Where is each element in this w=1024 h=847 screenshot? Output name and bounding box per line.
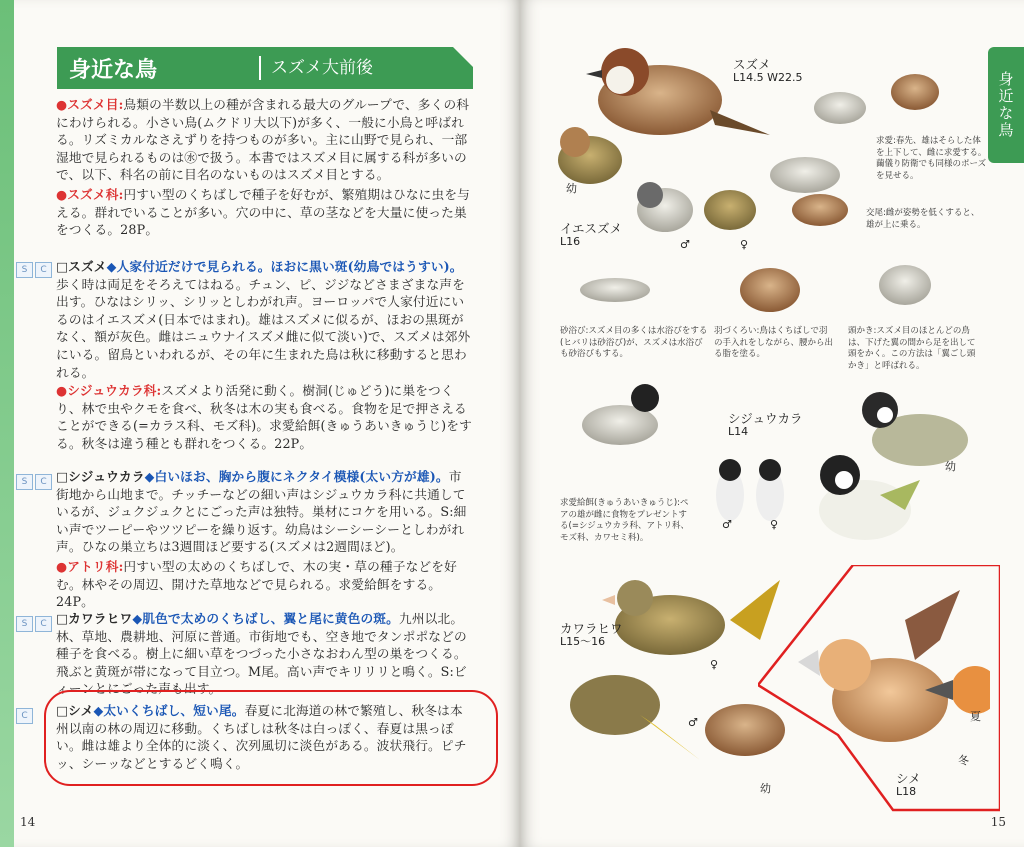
greenfinch-male-illustration — [570, 675, 700, 760]
species-name: □シジュウカラ — [56, 469, 145, 484]
key-features: ◆太いくちばし、短い尾。 — [93, 703, 245, 718]
label-winter: 冬 — [958, 754, 969, 767]
entry-text: 円すい型のくちばしで種子を好むが、繁殖期はひなに虫を与える。群れでいることが多い。穴の中に、草の茎などを大量に使った巣をつくる。28P。 — [56, 187, 471, 238]
badge-summer: S — [16, 474, 33, 490]
great-tit-adult-illustration — [819, 455, 920, 540]
preening-illustration — [740, 268, 800, 312]
entry-heading: ●スズメ科: — [56, 187, 124, 202]
entry-text: 九州以北。林、草地、農耕地、河原に普通。市街地でも、空き地でタンポポなどの種子を食べる。樹上に細い草をつづった小さなおわん型の巣をつくる。飛ぶと黄斑が帯になって目立つ。M尾。高い声でキリリリと鳴く。S:ビィーンとにごった声も出す。 — [56, 611, 467, 697]
key-features: ◆白いほお、胸から腹にネクタイ模様(太い方が雄)。 — [144, 469, 449, 484]
sparrow-juvenile-illustration — [558, 127, 622, 184]
note-courtship-feeding: 求愛給餌(きゅうあいきゅうじ):ペアの雄が雌に食物をプレゼントする(=シジュウカラ科、アトリ科、モズ科、カワセミ科)。 — [560, 498, 690, 543]
label-great-tit — [728, 412, 802, 438]
entry-text: 市街地から山地まで。チッチーなどの細い声はシジュウカラ科に共通しているが、ジュクジュクとにごった声は独特。巣材にコケを用いる。S:細い声でツーピーやツツピーを繰り返す。幼鳥はシーシーシーとしわがれ声。ひなの巣立ちは3週間ほど要する(スズメは2週間ほど)。 — [56, 469, 467, 555]
label-juvenile: 幼 — [945, 460, 956, 473]
label-female: ♀ — [770, 518, 779, 531]
label-male: ♂ — [688, 716, 698, 729]
page-number-left: 14 — [20, 815, 36, 829]
header-corner-cut — [453, 47, 473, 67]
section-side-tab: 身近な鳥 — [988, 47, 1024, 163]
great-tit-feeding-illustration — [582, 384, 659, 445]
label-sparrow — [733, 58, 803, 84]
sandbath-illustration — [580, 278, 650, 302]
species-size: L16 — [560, 235, 581, 248]
entry-text: スズメより活発に動く。樹洞(じゅどう)に巣をつくり、林で虫やクモを食べ、秋冬は木の実も食べる。食物を足で押さえることができる(=カラス科、モズ科)。求愛給餌(きゅうあいきゅうじ)をする。秋冬は違う種とも群れをつくる。22P。 — [56, 383, 472, 451]
label-juvenile: 幼 — [566, 182, 577, 195]
sparrow-flock-illustration — [814, 74, 939, 124]
label-male: ♂ — [680, 238, 690, 251]
entry-species-sparrow — [56, 258, 474, 381]
entry-heading: ●アトリ科: — [56, 559, 124, 574]
entry-family-tits — [56, 382, 474, 452]
species-name: □シメ — [56, 703, 94, 718]
entry-heading: ●シジュウカラ科: — [56, 383, 162, 398]
note-courtship: 求愛:春先、雄はそらした体を上下して、雌に求愛する。繭儀り防衛でも同様のポーズを見せる。 — [876, 136, 987, 181]
label-female: ♀ — [740, 238, 749, 251]
label-hawfinch — [896, 772, 921, 798]
entry-order-passeriformes — [56, 96, 474, 184]
species-name: □カワラヒワ — [56, 611, 133, 626]
head-scratching-illustration — [879, 265, 931, 305]
species-name: シジュウカラ — [728, 411, 803, 426]
entry-text: 春夏に北海道の林で繁殖し、秋冬は本州以南の林の周辺に移動。くちばしは秋冬は白っぽく、春夏は黒っぽい。雌は雄より全体的に淡く、次列風切に淡色がある。波状飛行。ピチッ、シーッなどとするどく鳴く。 — [56, 703, 467, 771]
badge-summer: S — [16, 616, 33, 632]
house-sparrow-illustration — [637, 182, 756, 232]
note-mating: 交尾:雌が姿勢を低くすると、雄が上に乗る。 — [866, 208, 980, 230]
badge-winter: C — [16, 708, 33, 724]
section-title: 身近な鳥 — [69, 57, 158, 83]
species-name: シメ — [896, 771, 921, 786]
entry-species-great-tit — [56, 468, 474, 556]
season-badges — [16, 616, 52, 632]
section-subtitle: スズメ大前後 — [259, 56, 373, 80]
note-sandbath: 砂浴び:スズメ目の多くは水浴びをする(ヒバリは砂浴び)が、スズメは水浴びも砂浴びもする。 — [560, 326, 708, 359]
sparrow-courtship-illustration — [770, 157, 848, 226]
entry-text: 歩く時は両足をそろえてはねる。チュン、ピ、ジジなどさまざまな声を出す。ひなはシリッ、シリッとしわがれ声。ヨーロッパで人家付近にいるのはイエスズメ(日本ではまれ)。雄はスズメに似るが、ほおの黒斑がなく、額が灰色。雌はニュウナイスズメ雌に似て淡い)で、スズメは郊外にいる。留鳥といわれるが、その年に生まれた鳥は秋に移動すると思われる。 — [56, 276, 471, 380]
species-size: L18 — [896, 785, 917, 798]
entry-text: 鳥類の半数以上の種が含まれる最大のグループで、多くの科にわけられる。小さい鳥(ムクドリ大以下)が多く、一般に小鳥と呼ばれる。リズミカルなさえずりを持つものが多い。主に山野で見られ、一部湿地で見られるものは㊌で扱う。本書ではスズメ目に属する科が多いので、以下、科名の前に目名のないものはスズメ目とする。 — [56, 97, 470, 183]
species-name: □スズメ — [56, 259, 107, 274]
great-tit-pair-illustration — [716, 459, 784, 521]
hawfinch-highlight-oval — [44, 690, 498, 786]
label-male: ♂ — [722, 518, 732, 531]
highlight-outline — [758, 565, 1000, 820]
key-features: ◆人家付近だけで見られる。ほおに黒い斑(幼鳥ではうすい)。 — [106, 259, 463, 274]
season-badges — [16, 708, 33, 724]
note-head-scratching: 頭かき:スズメ目のほとんどの鳥は、下げた翼の間から足を出して頭をかく。この方法は「翼ごし頭かき」と呼ばれる。 — [848, 326, 976, 371]
great-tit-juvenile-illustration — [862, 392, 968, 466]
species-name: カワラヒワ — [560, 621, 623, 636]
badge-winter: C — [35, 262, 52, 278]
label-house-sparrow — [560, 222, 622, 248]
section-header — [57, 47, 473, 89]
entry-text: 円すい型の太めのくちばしで、木の実・草の種子などを好む。林やその周辺、開けた草地などで見られる。求愛給餌をする。24P。 — [56, 559, 457, 610]
season-badges — [16, 474, 52, 490]
label-summer: 夏 — [970, 710, 981, 723]
badge-summer: S — [16, 262, 33, 278]
species-size: L14 — [728, 425, 749, 438]
species-name: スズメ — [733, 57, 771, 72]
entry-family-sparrows — [56, 186, 474, 239]
note-preening: 羽づくろい:鳥はくちばしで羽の手入れをしながら、腰から出る脂を塗る。 — [714, 326, 834, 359]
key-features: ◆肌色で太めのくちばし、翼と尾に黄色の斑。 — [132, 611, 399, 626]
hawfinch-highlight-box — [758, 565, 1000, 820]
label-female: ♀ — [710, 658, 719, 671]
entry-species-oriental-greenfinch — [56, 610, 474, 698]
badge-winter: C — [35, 474, 52, 490]
page-number-right: 15 — [990, 815, 1006, 829]
season-badges — [16, 262, 52, 278]
species-name: イエスズメ — [560, 221, 623, 236]
species-size: L14.5 W22.5 — [733, 71, 803, 84]
species-size: L15～16 — [560, 635, 606, 648]
label-juvenile: 幼 — [760, 782, 771, 795]
page-edge-color — [0, 0, 14, 847]
label-greenfinch — [560, 622, 623, 648]
badge-winter: C — [35, 616, 52, 632]
entry-heading: ●スズメ目: — [56, 97, 124, 112]
entry-family-finches — [56, 558, 474, 611]
